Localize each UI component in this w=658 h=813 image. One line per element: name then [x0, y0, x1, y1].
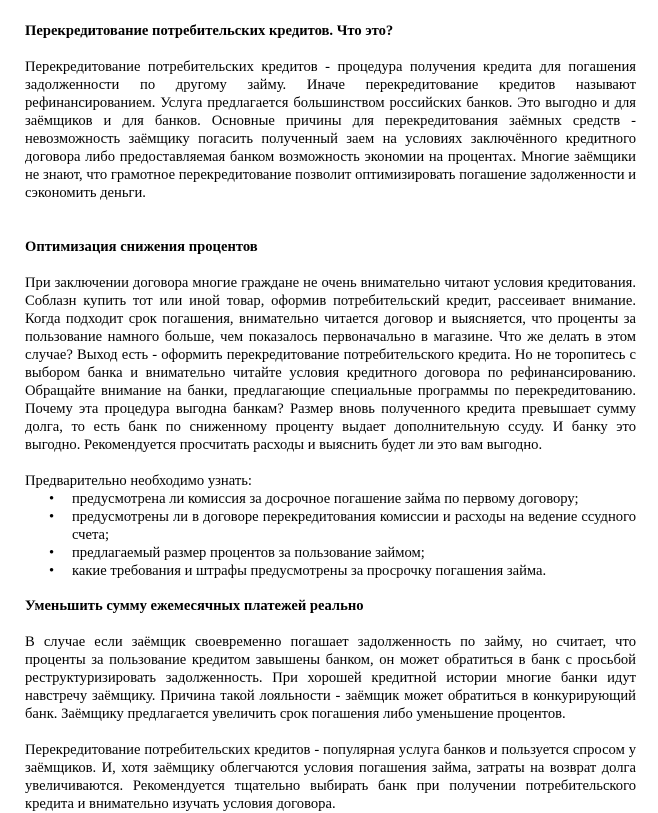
list-item: • какие требования и штрафы предусмотрены за просрочку погашения займа.	[25, 562, 636, 580]
heading-interest-optimization: Оптимизация снижения процентов	[25, 239, 258, 255]
requirements-list	[25, 490, 636, 580]
paragraph-restructuring: В случае если заёмщик своевременно погашает задолженность по займу, но считает, что проценты за пользование кредитом завышены банком, он может обратиться в банк с просьбой реструктуризировать задолженность. При хорошей кредитной истории многие банки идут навстречу заёмщику. Причина такой лояльности - заёмщик может обратиться в конкурирующий банк. Заёмщику предлагается увеличить срок погашения либо уменьшение процентов.	[25, 634, 636, 722]
heading-reduce-payments: Уменьшить сумму ежемесячных платежей реально	[25, 598, 364, 614]
paragraph-refinancing-intro: Перекредитование потребительских кредитов - процедура получения кредита для погашения задолженности по другому займу. Иначе перекредитование кредитов называют рефинансированием. Услуга предлагается большинством российских банков. Это выгодно и для заёмщиков и для банков. Основные причины для перекредитования заёмных средств - невозможность заёмщику погасить полученный заем на условиях заключённого кредитного договора либо предоставляемая банком возможность экономии на процентах. Многие заёмщики не знают, что грамотное перекредитование позволит оптимизировать погашение задолженности и сэкономить деньги.	[25, 59, 636, 201]
paragraph-interest-optimization: При заключении договора многие граждане не очень внимательно читают условия кредитования. Соблазн купить тот или иной товар, оформив потребительский кредит, рассеивает внимание. Когда подходит срок погашения, внимательно читается договор и выясняется, что проценты за пользование намного больше, чем показалось первоначально в магазине. Что же делать в этом случае? Выход есть - оформить перекредитование потребительского кредита. Но не торопитесь с выбором банка и внимательно читайте условия кредитного договора по рефинансированию. Обращайте внимание на банки, предлагающие специальные программы по перекредитованию. Почему эта процедура выгодна банкам? Размер вновь полученного кредита превышает сумму долга, то есть банк по сниженному проценту выдает дополнительную ссуду. И банку это выгодно. Рекомендуется просчитать расходы и выяснить будет ли это вам выгодно.	[25, 275, 636, 453]
heading-refinancing-what: Перекредитование потребительских кредитов. Что это?	[25, 23, 394, 39]
list-item: • предусмотрена ли комиссия за досрочное погашение займа по первому договору;	[25, 490, 636, 508]
paragraph-conclusion: Перекредитование потребительских кредитов - популярная услуга банков и пользуется спросом у заёмщиков. И, хотя заёмщику облегчаются условия погашения займа, затраты на возврат долга увеличиваются. Рекомендуется тщательно выбирать банк при получении потребительского кредита и внимательно изучать условия договора.	[25, 742, 636, 812]
list-item: • предусмотрены ли в договоре перекредитования комиссии и расходы на ведение ссудного счета;	[25, 508, 636, 544]
list-item: • предлагаемый размер процентов за пользование займом;	[25, 544, 636, 562]
list-intro: Предварительно необходимо узнать:	[25, 473, 252, 489]
